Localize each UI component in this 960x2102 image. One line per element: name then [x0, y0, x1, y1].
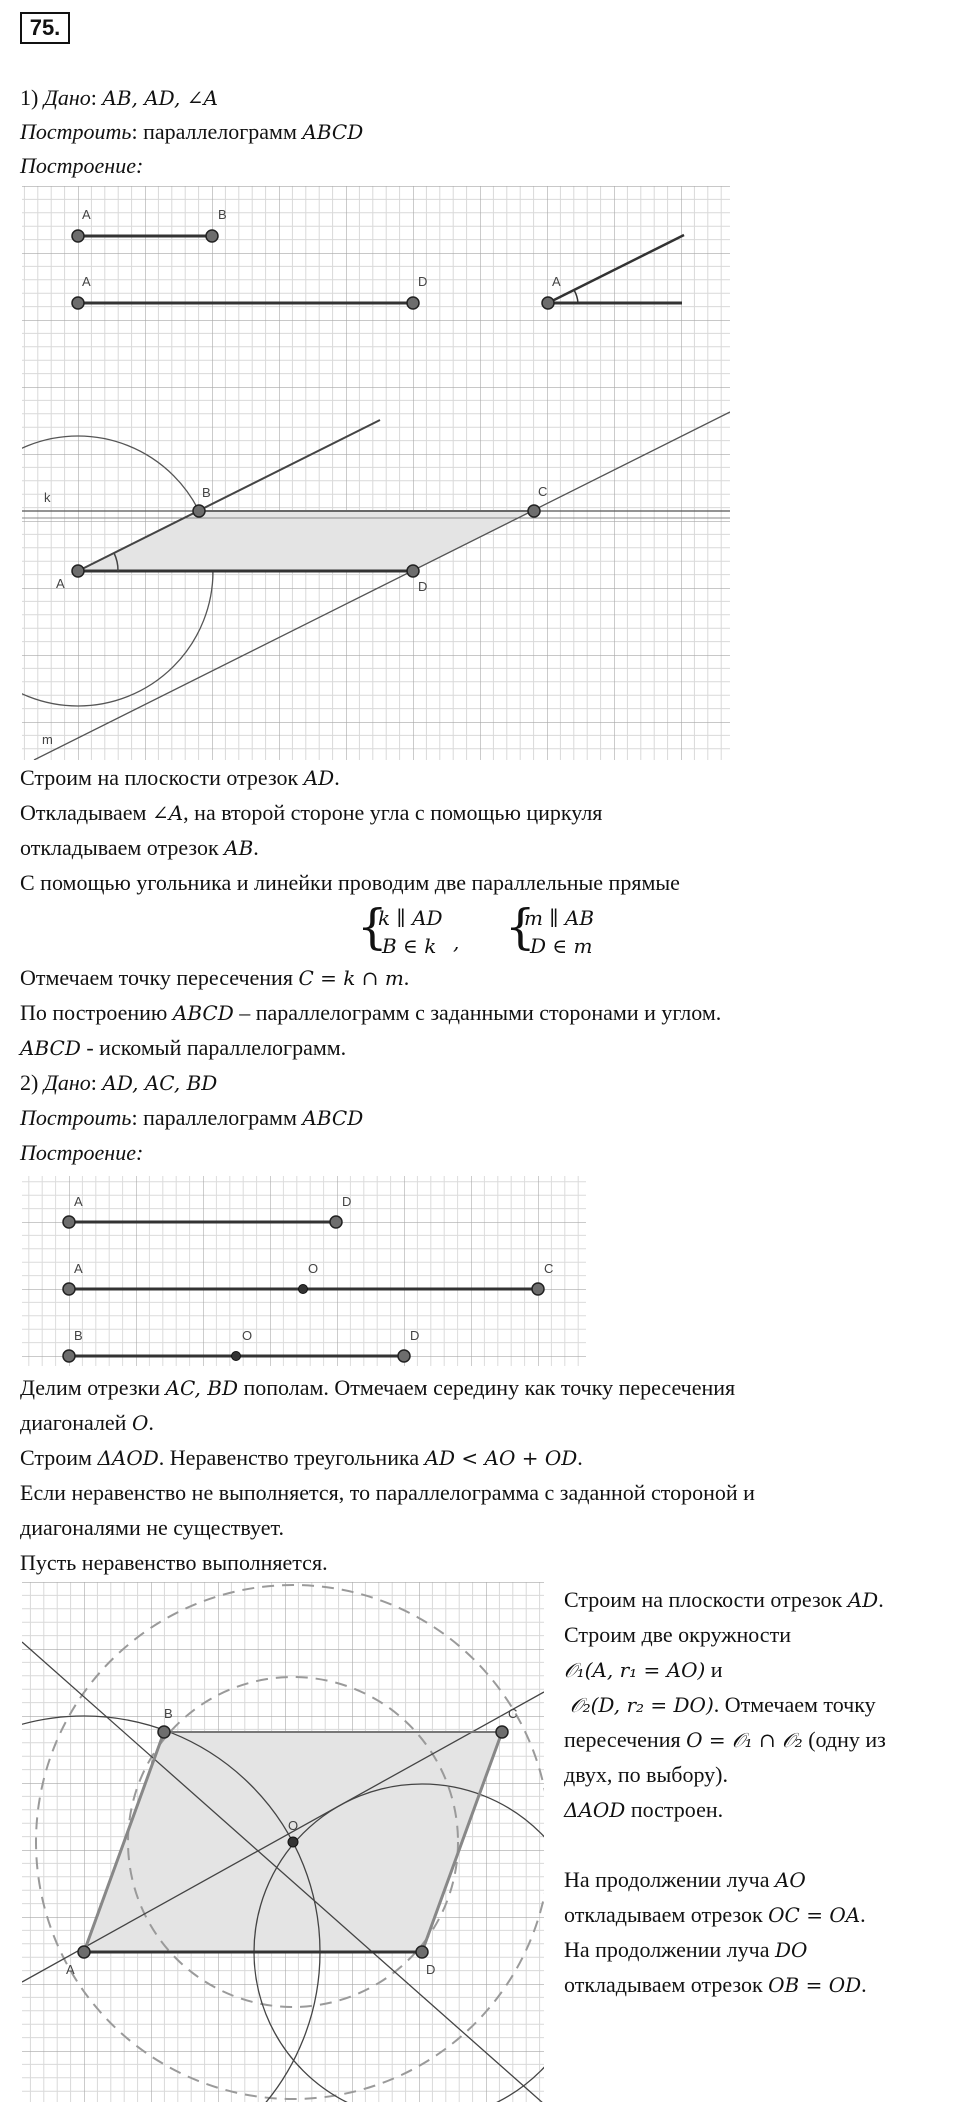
point-b: [193, 505, 205, 517]
point-d-bd: [398, 1350, 410, 1362]
point-a2: [72, 297, 84, 309]
label-a-ad: A: [74, 1194, 83, 1209]
system-comma: ,: [453, 930, 460, 954]
label-k: k: [44, 490, 51, 505]
p2-line2: диагоналей O.: [20, 1410, 154, 1435]
point-a-ac: [63, 1283, 75, 1295]
point-b-bd: [63, 1350, 75, 1362]
system1-row1: k ∥ AD: [378, 906, 443, 930]
label-c: C: [508, 1706, 518, 1721]
label-m: m: [42, 732, 53, 747]
side-line10: На продолжении луча DO: [564, 1937, 808, 1962]
system2-brace: {: [505, 899, 536, 955]
label-c-ac: C: [544, 1261, 554, 1276]
side-line4: 𝒪₂(D, r₂ = DO). Отмечаем точку: [570, 1692, 876, 1717]
label-a1: A: [82, 207, 91, 222]
point-c: [528, 505, 540, 517]
p1-line2: Откладываем ∠A, на второй стороне угла с помощью циркуля: [20, 800, 603, 825]
label-a: A: [56, 576, 65, 591]
point-d: [407, 565, 419, 577]
point-b1: [206, 230, 218, 242]
label-d-bd: D: [410, 1328, 420, 1343]
point-a: [78, 1946, 90, 1958]
system1-row2: B ∈ k: [382, 934, 437, 958]
point-d-ad: [330, 1216, 342, 1228]
label-d-ad: D: [342, 1194, 352, 1209]
p2-line5: диагоналями не существует.: [20, 1515, 284, 1540]
side-line9: откладываем отрезок OC = OA.: [564, 1902, 866, 1927]
problem-number: 75.: [20, 12, 70, 44]
label-b1: B: [218, 207, 227, 222]
point-o: [288, 1837, 298, 1847]
label-o-bd: O: [242, 1328, 253, 1343]
part2-given: 2) Дано: AD, AC, BD: [20, 1070, 218, 1095]
figure-2: [22, 1176, 586, 1366]
side-line8: На продолжении луча AO: [564, 1867, 806, 1892]
point-d2: [407, 297, 419, 309]
part1-construction-heading: Построение:: [20, 153, 144, 178]
point-a1: [72, 230, 84, 242]
point-c-ac: [532, 1283, 544, 1295]
system2-row1: m ∥ AB: [524, 906, 595, 930]
point-o-ac: [299, 1285, 308, 1294]
p2-line4: Если неравенство не выполняется, то параллелограмма с заданной стороной и: [20, 1480, 755, 1505]
label-d: D: [418, 579, 428, 594]
label-c: C: [538, 484, 548, 499]
point-d: [416, 1946, 428, 1958]
label-a3: A: [552, 274, 561, 289]
part2-construct: Построить: параллелограмм ABCD: [20, 1105, 364, 1130]
label-a: A: [66, 1962, 75, 1977]
part1-given: 1) Дано: AB, AD, ∠A: [20, 85, 218, 110]
p2-line1: Делим отрезки AC, BD пополам. Отмечаем середину как точку пересечения: [20, 1375, 736, 1400]
grid: [22, 1176, 586, 1366]
point-a: [72, 565, 84, 577]
p1-line5: Отмечаем точку пересечения C = k ∩ m.: [20, 965, 410, 990]
side-line11: откладываем отрезок OB = OD.: [564, 1972, 867, 1997]
label-b-bd: B: [74, 1328, 83, 1343]
label-o: O: [288, 1818, 299, 1833]
part2-construction-heading: Построение:: [20, 1140, 144, 1165]
p2-line3: Строим ΔAOD. Неравенство треугольника AD < AO + OD.: [20, 1445, 583, 1470]
figure-1: [22, 186, 730, 760]
point-a-ad: [63, 1216, 75, 1228]
grid: [22, 186, 730, 760]
point-a3: [542, 297, 554, 309]
label-a-ac: A: [74, 1261, 83, 1276]
p1-line4: С помощью угольника и линейки проводим две параллельные прямые: [20, 870, 680, 895]
p1-line6: По построению ABCD – параллелограмм с заданными сторонами и углом.: [20, 1000, 722, 1025]
figure-3: [22, 1582, 544, 2102]
point-o-bd: [232, 1352, 241, 1361]
side-line3: 𝒪₁(A, r₁ = AO) и: [564, 1657, 723, 1682]
p1-line3: откладываем отрезок AB.: [20, 835, 259, 860]
part1-construct: Построить: параллелограмм ABCD: [20, 119, 364, 144]
side-line7: ΔAOD построен.: [564, 1797, 724, 1822]
system1-brace: {: [357, 899, 388, 955]
point-b: [158, 1726, 170, 1738]
p2-line6: Пусть неравенство выполняется.: [20, 1550, 328, 1575]
point-c: [496, 1726, 508, 1738]
side-line2: Строим две окружности: [564, 1622, 791, 1647]
side-line5: пересечения O = 𝒪₁ ∩ 𝒪₂ (одну из: [564, 1727, 886, 1752]
p1-line7: ABCD - искомый параллелограмм.: [20, 1035, 347, 1060]
label-o-ac: O: [308, 1261, 319, 1276]
system2-row2: D ∈ m: [530, 934, 593, 958]
p1-line1: Строим на плоскости отрезок AD.: [20, 765, 340, 790]
label-b: B: [202, 485, 211, 500]
label-b: B: [164, 1706, 173, 1721]
label-a2: A: [82, 274, 91, 289]
label-d2: D: [418, 274, 428, 289]
side-line1: Строим на плоскости отрезок AD.: [564, 1587, 884, 1612]
label-d: D: [426, 1962, 436, 1977]
side-line6: двух, по выбору).: [564, 1762, 729, 1787]
